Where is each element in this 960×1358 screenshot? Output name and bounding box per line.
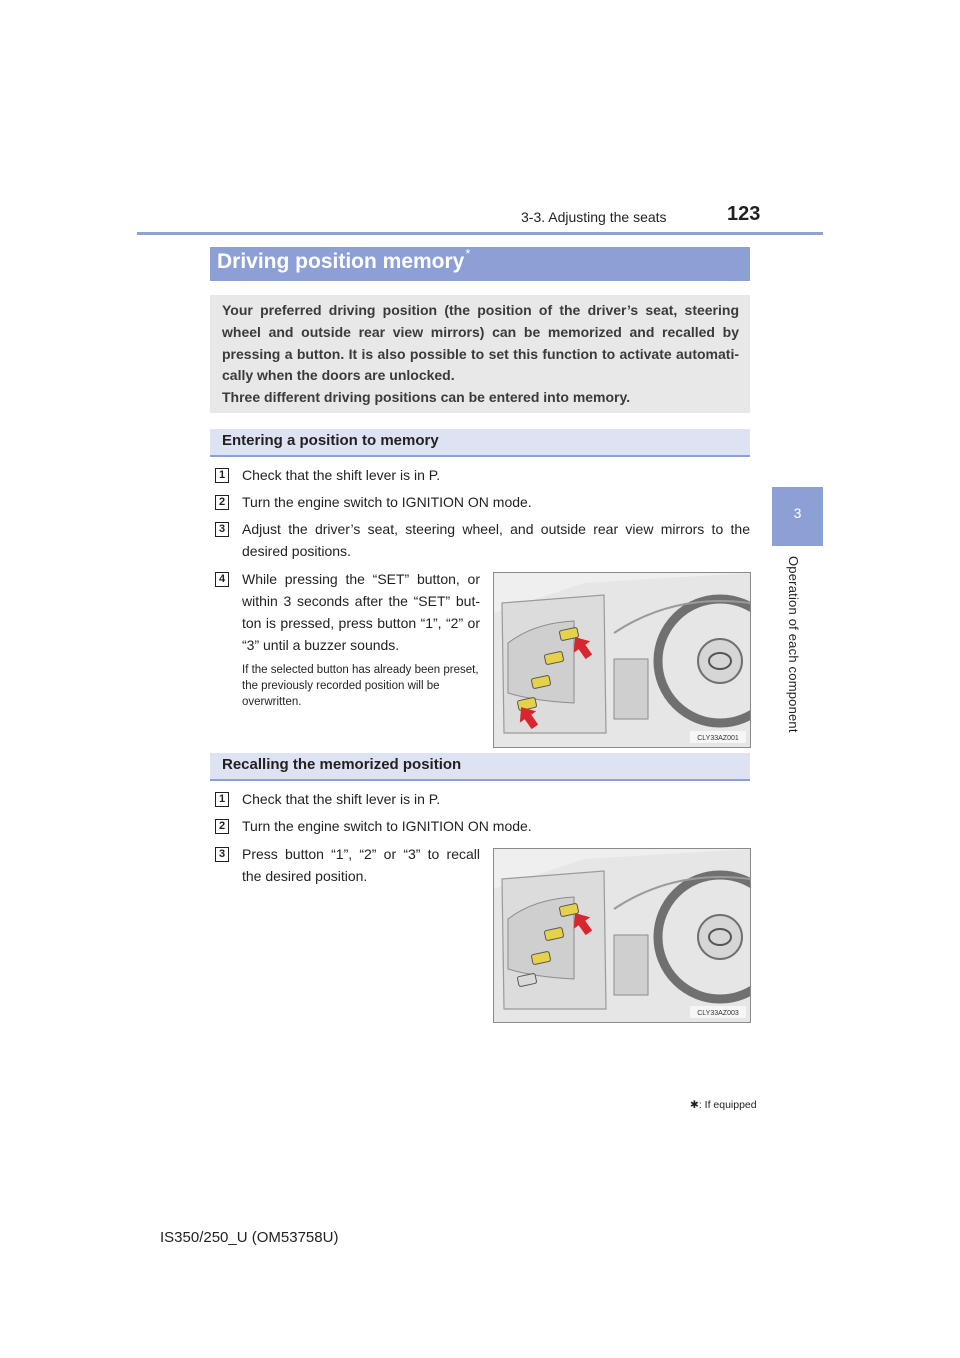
step-number: 2 (215, 495, 229, 510)
step-note: If the selected button has already been preset, the previously recorded position will be overwritten. (242, 664, 479, 708)
page-number: 123 (727, 203, 761, 225)
step-number: 1 (215, 792, 229, 807)
step-number: 3 (215, 847, 229, 862)
step-number: 3 (215, 522, 229, 537)
heading-recalling: Recalling the memorized position (210, 753, 750, 781)
step-text: Press button “1”, “2” or “3” to recall the desired position. (242, 846, 480, 884)
model-code: IS350/250_U (OM53758U) (160, 1229, 339, 1246)
step-text: Check that the shift lever is in P. (242, 467, 441, 483)
door-switch-illustration (493, 572, 751, 748)
step-number: 2 (215, 819, 229, 834)
step-text: Turn the engine switch to IGNITION ON mode. (242, 494, 532, 510)
illustration-svg (494, 573, 750, 747)
door-switch-illustration-recall (493, 848, 751, 1023)
step-text: Turn the engine switch to IGNITION ON mode. (242, 818, 532, 834)
step-text: Adjust the driver’s seat, steering wheel, and outside rear view mirrors to the desired positions. (242, 521, 750, 559)
intro-box (210, 295, 750, 413)
page-title (210, 247, 750, 281)
illustration-svg (494, 849, 750, 1022)
header-rule (137, 232, 823, 235)
chapter-number: 3 (793, 505, 802, 521)
heading-entering: Entering a position to memory (210, 429, 750, 457)
intro-summary: Three different driving positions can be entered into memory. (222, 389, 631, 406)
page-title-text: Driving position memory (217, 250, 465, 273)
footnote (690, 1099, 757, 1111)
equipped-marker: * (465, 246, 471, 261)
section-header: 3-3. Adjusting the seats (521, 209, 667, 225)
step-text: While pressing the “SET” button, or within 3 seconds after the “SET” but-ton is pressed, press button “1”, “2” or “3” until a buzzer sounds. (242, 571, 480, 653)
footnote-text: : If equipped (698, 1099, 757, 1111)
intro-paragraph: Your preferred driving position (the position of the driver’s seat, steering wheel and outside rear view mirrors) can be memorized and recalled by pressing a button. It is also possible to set this function to activate automati-cally when the doors are unlocked. (222, 302, 739, 384)
chapter-title: Operation of each component (786, 556, 801, 733)
figure-code: CLY33AZ003 (697, 1010, 739, 1017)
step-number: 4 (215, 572, 229, 587)
step-number: 1 (215, 468, 229, 483)
figure-code: CLY33AZ001 (697, 735, 739, 742)
step-text: Check that the shift lever is in P. (242, 791, 441, 807)
footnote-marker: ✱ (690, 1099, 699, 1111)
